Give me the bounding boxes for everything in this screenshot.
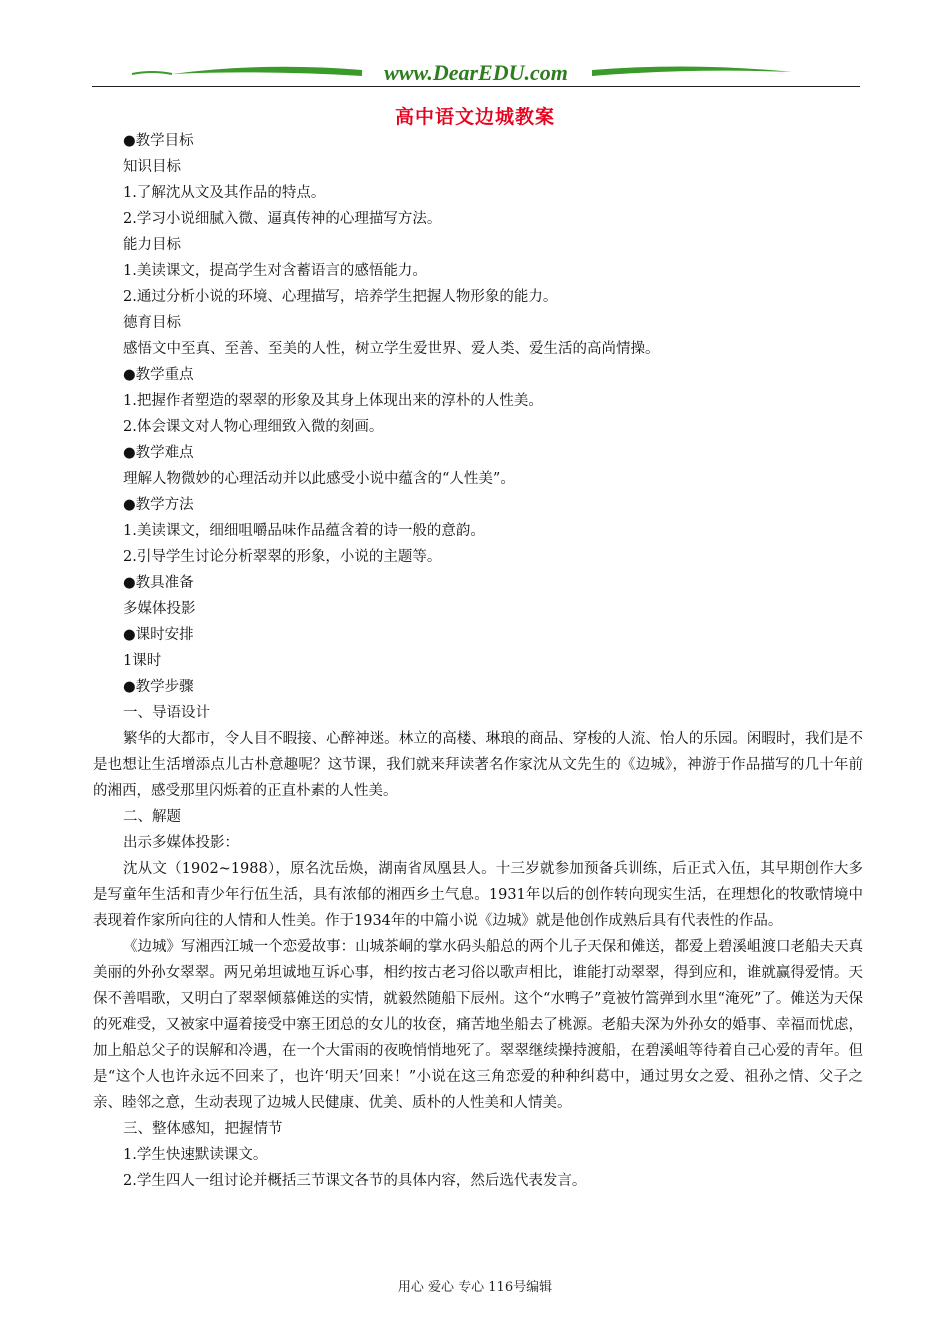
text-line: ●教学目标 (123, 133, 194, 149)
paragraph-author: 沈从文（1902~1988），原名沈岳焕，湖南省凤凰县人。十三岁就参加预备兵训练，后正式入伍，其早期创作大多是写童年生活和青少年行伍生活，具有浓郁的湘西乡土气息。1931年以后的创作转向现实生活，在理想化的牧歌情境中表现着作家所向往的人情和人性美。作于1934年的中篇小说《边城》就是他创作成熟后具有代表性的作品。 (93, 861, 863, 929)
text-line: 能力目标 (123, 237, 181, 253)
text-line: ●教学难点 (123, 445, 194, 461)
page-title: 高中语文边城教案 (394, 106, 555, 128)
text-line: 2.引导学生讨论分析翠翠的形象，小说的主题等。 (123, 549, 442, 565)
header-rule (92, 86, 860, 87)
text-line: 1课时 (123, 653, 162, 669)
site-logo-banner (92, 56, 860, 90)
text-line: 2.体会课文对人物心理细致入微的刻画。 (123, 419, 384, 435)
text-line: ●教学方法 (123, 497, 194, 513)
text-line: ●教学步骤 (123, 679, 194, 695)
paragraph-intro: 繁华的大都市，令人目不暇接、心醉神迷。林立的高楼、琳琅的商品、穿梭的人流、怡人的乐园。闲暇时，我们是不是也想让生活增添点儿古朴意趣呢？这节课，我们就来拜读著名作家沈从文先生的《边城》，神游于作品描写的几十年前的湘西，感受那里闪烁着的正直朴素的人性美。 (93, 731, 863, 799)
text-line: 1.美读课文，细细咀嚼品味作品蕴含着的诗一般的意韵。 (123, 523, 485, 539)
section-heading: 二、解题 (123, 809, 181, 825)
text-line: 1.美读课文，提高学生对含蓄语言的感悟能力。 (123, 263, 427, 279)
page-footer: 用心 爱心 专心 116号编辑 (397, 1280, 553, 1295)
text-line: 1.学生快速默读课文。 (123, 1147, 268, 1163)
text-line: 2.通过分析小说的环境、心理描写，培养学生把握人物形象的能力。 (123, 289, 558, 305)
text-line: 德育目标 (123, 315, 181, 331)
text-line: 感悟文中至真、至善、至美的人性，树立学生爱世界、爱人类、爱生活的高尚情操。 (123, 341, 660, 357)
text-line: 2.学生四人一组讨论并概括三节课文各节的具体内容，然后选代表发言。 (123, 1173, 587, 1189)
text-line: ●教学重点 (123, 367, 194, 383)
text-line: 理解人物微妙的心理活动并以此感受小说中蕴含的“人性美”。 (123, 471, 515, 487)
swoosh-logo-icon (92, 56, 860, 90)
text-line: ●教具准备 (123, 575, 194, 591)
text-line: 出示多媒体投影： (123, 835, 239, 851)
paragraph-story: 《边城》写湘西江城一个恋爱故事：山城茶峒的掌水码头船总的两个儿子天保和傩送，都爱上碧溪岨渡口老船夫天真美丽的外孙女翠翠。两兄弟坦诚地互诉心事，相约按古老习俗以歌声相比，谁能打动翠翠，得到应和，谁就赢得爱情。天保不善唱歌，又明白了翠翠倾慕傩送的实情，就毅然随船下辰州。这个“水鸭子”竟被竹篙弹到水里“淹死”了。傩送为天保的死难受，又被家中逼着接受中寨王团总的女儿的妆奁，痛苦地坐船去了桃源。老船夫深为外孙女的婚事、幸福而忧虑，加上船总父子的误解和冷遇，在一个大雷雨的夜晚悄悄地死了。翠翠继续操持渡船，在碧溪岨等待着自己心爱的青年。但是“这个人也许永远不回来了，也许‘明天’回来！”小说在这三角恋爱的种种纠葛中，通过男女之爱、祖孙之情、父子之亲、睦邻之意，生动表现了边城人民健康、优美、质朴的人性美和人情美。 (93, 939, 863, 1111)
text-line: 2.学习小说细腻入微、逼真传神的心理描写方法。 (123, 211, 442, 227)
text-line: 1.了解沈从文及其作品的特点。 (123, 185, 326, 201)
text-line: 多媒体投影 (123, 601, 196, 617)
text-line: 知识目标 (123, 159, 181, 175)
section-heading: 三、整体感知，把握情节 (123, 1121, 283, 1137)
text-line: ●课时安排 (123, 627, 194, 643)
text-line: 1.把握作者塑造的翠翠的形象及其身上体现出来的淳朴的人性美。 (123, 393, 543, 409)
text-line: 一、导语设计 (123, 705, 210, 721)
document-body (93, 128, 863, 1194)
logo-text: www.DearEDU.com (384, 60, 568, 85)
